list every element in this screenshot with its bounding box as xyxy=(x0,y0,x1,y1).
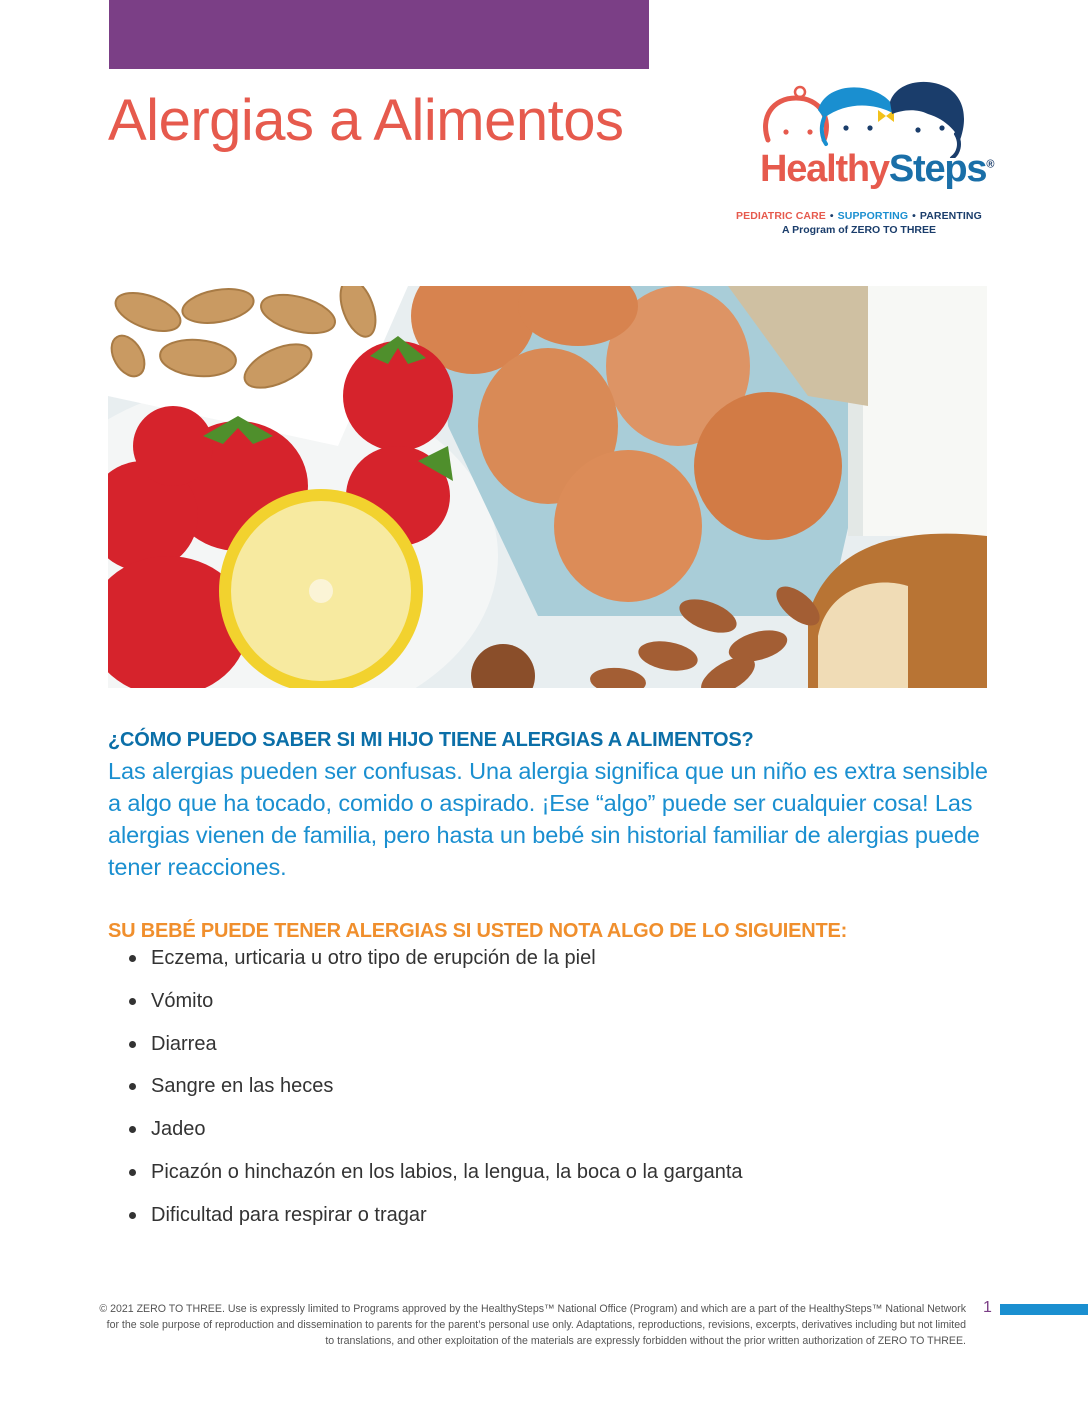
signs-heading: SU BEBÉ PUEDE TENER ALERGIAS SI USTED NOTA ALGO DE LO SIGUIENTE: xyxy=(108,920,848,942)
signs-list xyxy=(126,944,743,1244)
healthysteps-logo xyxy=(730,78,1000,243)
intro-paragraph: Las alergias pueden ser confusas. Una alergia significa que un niño es extra sensible a algo que ha tocado, comido o aspirado. ¡Ese “algo” puede ser cualquier cosa! Las alergias vienen de familia, pero hasta un bebé sin historial familiar de alergias puede tener reacciones. xyxy=(108,758,988,880)
copyright-notice: © 2021 ZERO TO THREE. Use is expressly limited to Programs approved by the HealthySteps™ National Office (Program) and which are a part of the HealthySteps™ National Network for the sole purpose of reproduction and dissemination to parents for the parent’s personal use only. Adaptations, reproductions, revisions, excerpts, derivatives including but not limited to translations, and other exploitation of the materials are expressly forbidden without the prior written authorization of ZERO TO THREE. xyxy=(99,1303,966,1347)
list-item: Eczema, urticaria u otro tipo de erupción de la piel xyxy=(126,944,743,987)
page-number: 1 xyxy=(983,1299,992,1316)
logo-tag-separator: • xyxy=(912,210,916,222)
logo-word-healthy: Healthy xyxy=(760,148,889,190)
header-color-bar xyxy=(109,0,649,69)
list-item: Dificultad para respirar o tragar xyxy=(126,1201,743,1244)
logo-subline: A Program of ZERO TO THREE xyxy=(782,224,937,236)
logo-tag-pediatric: PEDIATRIC CARE xyxy=(736,210,826,222)
list-item: Sangre en las heces xyxy=(126,1072,743,1115)
page-title: Alergias a Alimentos xyxy=(108,88,624,153)
list-item: Picazón o hinchazón en los labios, la lengua, la boca o la garganta xyxy=(126,1158,743,1201)
list-item: Diarrea xyxy=(126,1030,743,1073)
logo-tag-supporting: SUPPORTING xyxy=(837,210,909,222)
logo-wordmark xyxy=(760,150,993,188)
list-item: Jadeo xyxy=(126,1115,743,1158)
logo-tag-separator: • xyxy=(829,210,834,222)
question-heading: ¿CÓMO PUEDO SABER SI MI HIJO TIENE ALERGIAS A ALIMENTOS? xyxy=(108,729,754,751)
food-allergens-photo xyxy=(108,286,987,688)
page-number-rule xyxy=(1000,1304,1088,1315)
logo-tagline xyxy=(736,210,982,222)
logo-word-steps: Steps xyxy=(888,148,987,190)
logo-faces-icon xyxy=(758,78,968,158)
list-item: Vómito xyxy=(126,987,743,1030)
logo-tag-parenting: PARENTING xyxy=(919,210,982,222)
logo-registered-mark: ® xyxy=(986,158,994,171)
